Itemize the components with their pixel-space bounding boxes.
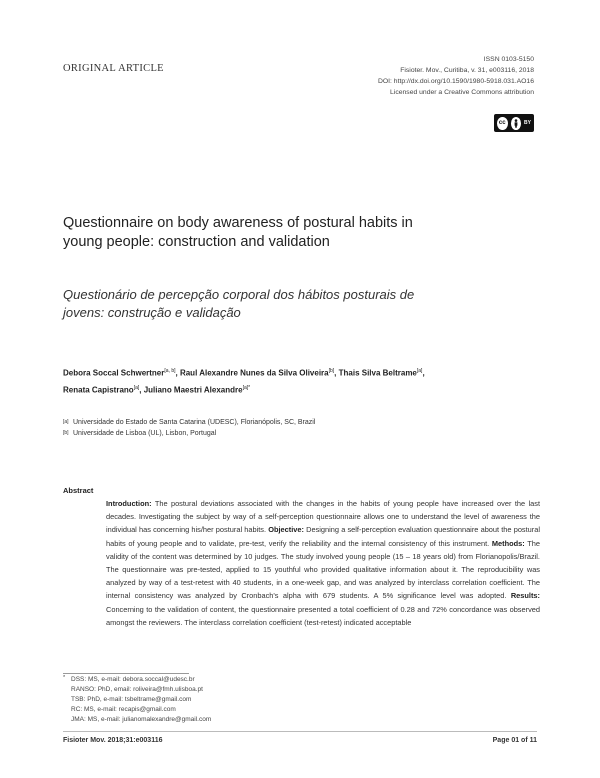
author-name: Thais Silva Beltrame xyxy=(338,368,417,378)
author-separator: , xyxy=(422,368,425,378)
affiliation-mark: [b] xyxy=(63,430,69,436)
abstract-body xyxy=(106,497,540,629)
affiliations xyxy=(63,417,543,439)
footer-page-number: Page 01 of 11 xyxy=(492,737,537,744)
footer-divider xyxy=(63,731,537,732)
author-name: Juliano Maestri Alexandre xyxy=(143,385,243,395)
objective-label: Objective: xyxy=(268,525,304,535)
publication-meta xyxy=(378,54,534,98)
attribution-icon xyxy=(511,117,522,130)
footnote-text: JMA: MS, e-mail: julianomalexandre@gmail.com xyxy=(71,716,212,723)
footnote-line xyxy=(63,715,423,725)
footnote-text: DSS: MS, e-mail: debora.soccal@udesc.br xyxy=(71,676,195,683)
author-affiliation-mark: [a, b] xyxy=(164,368,176,374)
footnote-text: RC: MS, e-mail: recapis@gmail.com xyxy=(71,706,176,713)
footnote-divider xyxy=(63,673,189,674)
footnote-line xyxy=(63,675,423,685)
footnote-line xyxy=(63,705,423,715)
citation: Fisioter. Mov., Curitiba, v. 31, e003116, 2018 xyxy=(400,67,534,74)
results-text: Concerning to the validation of content, the questionnaire presented a total coefficient of 0.28 and 72% concordance was observed amongst the reviewers. The interclass correlation coefficient (test-retest) indicated acceptable xyxy=(106,604,540,627)
affiliation-text: Universidade de Lisboa (UL), Lisbon, Portugal xyxy=(73,430,217,437)
footnote-mark: * xyxy=(63,675,66,681)
author-list xyxy=(63,364,543,397)
author-name: Raul Alexandre Nunes da Silva Oliveira xyxy=(179,368,329,378)
author-affiliation-mark: [a] xyxy=(416,368,423,374)
author-separator: , xyxy=(175,368,180,378)
author-affiliation-mark: [a] xyxy=(133,384,140,391)
footnote-line xyxy=(63,695,423,705)
abstract-heading: Abstract xyxy=(63,486,94,495)
affiliation-item xyxy=(63,428,543,439)
author-separator: , xyxy=(334,368,339,378)
affiliation-item xyxy=(63,417,543,428)
introduction-text: The postural deviations associated with the changes in the habits of young people have increased over the last decades. Investigating the subject by way of a self-perception questionnaire allows one to understand the level of awareness the individual has concerning his/her postural habits. xyxy=(106,499,540,535)
article-title: Questionnaire on body awareness of postural habits in young people: construction and validation xyxy=(63,215,413,250)
introduction-label: Introduction: xyxy=(106,499,152,508)
footnote-text: RANSO: PhD, email: roliveira@fmh.ulisboa.pt xyxy=(71,686,203,693)
article-title-portuguese: Questionário de percepção corporal dos hábitos posturais de jovens: construção e validação xyxy=(63,287,415,320)
doi-link[interactable]: DOI: http://dx.doi.org/10.1590/1980-5918.031.AO16 xyxy=(377,78,534,85)
methods-label: Methods: xyxy=(491,538,525,548)
license-text: Licensed under a Creative Commons attribution xyxy=(390,89,534,96)
author-name: Renata Capistrano xyxy=(63,385,134,395)
footer-journal: Fisioter Mov. 2018;31:e003116 xyxy=(63,737,163,744)
creative-commons-badge[interactable] xyxy=(494,114,534,132)
author-affiliation-mark: [a]* xyxy=(242,384,251,391)
author-footnotes xyxy=(63,675,423,725)
affiliation-mark: [a] xyxy=(63,419,69,425)
section-label: ORIGINAL ARTICLE xyxy=(63,63,164,74)
objective-text: Designing a self-perception evaluation questionnaire about the postural habits of young people and to validate, pre-test, verify the reliability and the internal consistency of this instrument. xyxy=(106,525,541,548)
results-label: Results: xyxy=(510,591,540,601)
author-separator: , xyxy=(139,385,144,395)
by-label: BY xyxy=(524,120,531,126)
footnote-text: TSB: PhD, e-mail: tsbeltrame@gmail.com xyxy=(71,696,192,703)
author-affiliation-mark: [b] xyxy=(328,368,335,374)
affiliation-text: Universidade do Estado de Santa Catarina (UDESC), Florianópolis, SC, Brazil xyxy=(73,419,316,426)
footnote-line xyxy=(63,685,423,695)
cc-icon: cc xyxy=(497,117,508,130)
author-name: Debora Soccal Schwertner xyxy=(63,368,165,378)
methods-text: The validity of the content was determined by 10 judges. The study involved young people (15 – 18 years old) from Florianopolis/Brazil. The questionnaire was pre-tested, applied to 15 youthful who provided qualitative information about it. The reproducibility was analyzed by way of a test-retest with 40 students, in a one-week gap, and was analyzed by interclass correlation coefficient. The internal consistency was analyzed by Cronbach's alpha with 679 students. A 5% significance level was adopted. xyxy=(106,538,540,601)
issn: ISSN 0103-5150 xyxy=(483,56,534,63)
